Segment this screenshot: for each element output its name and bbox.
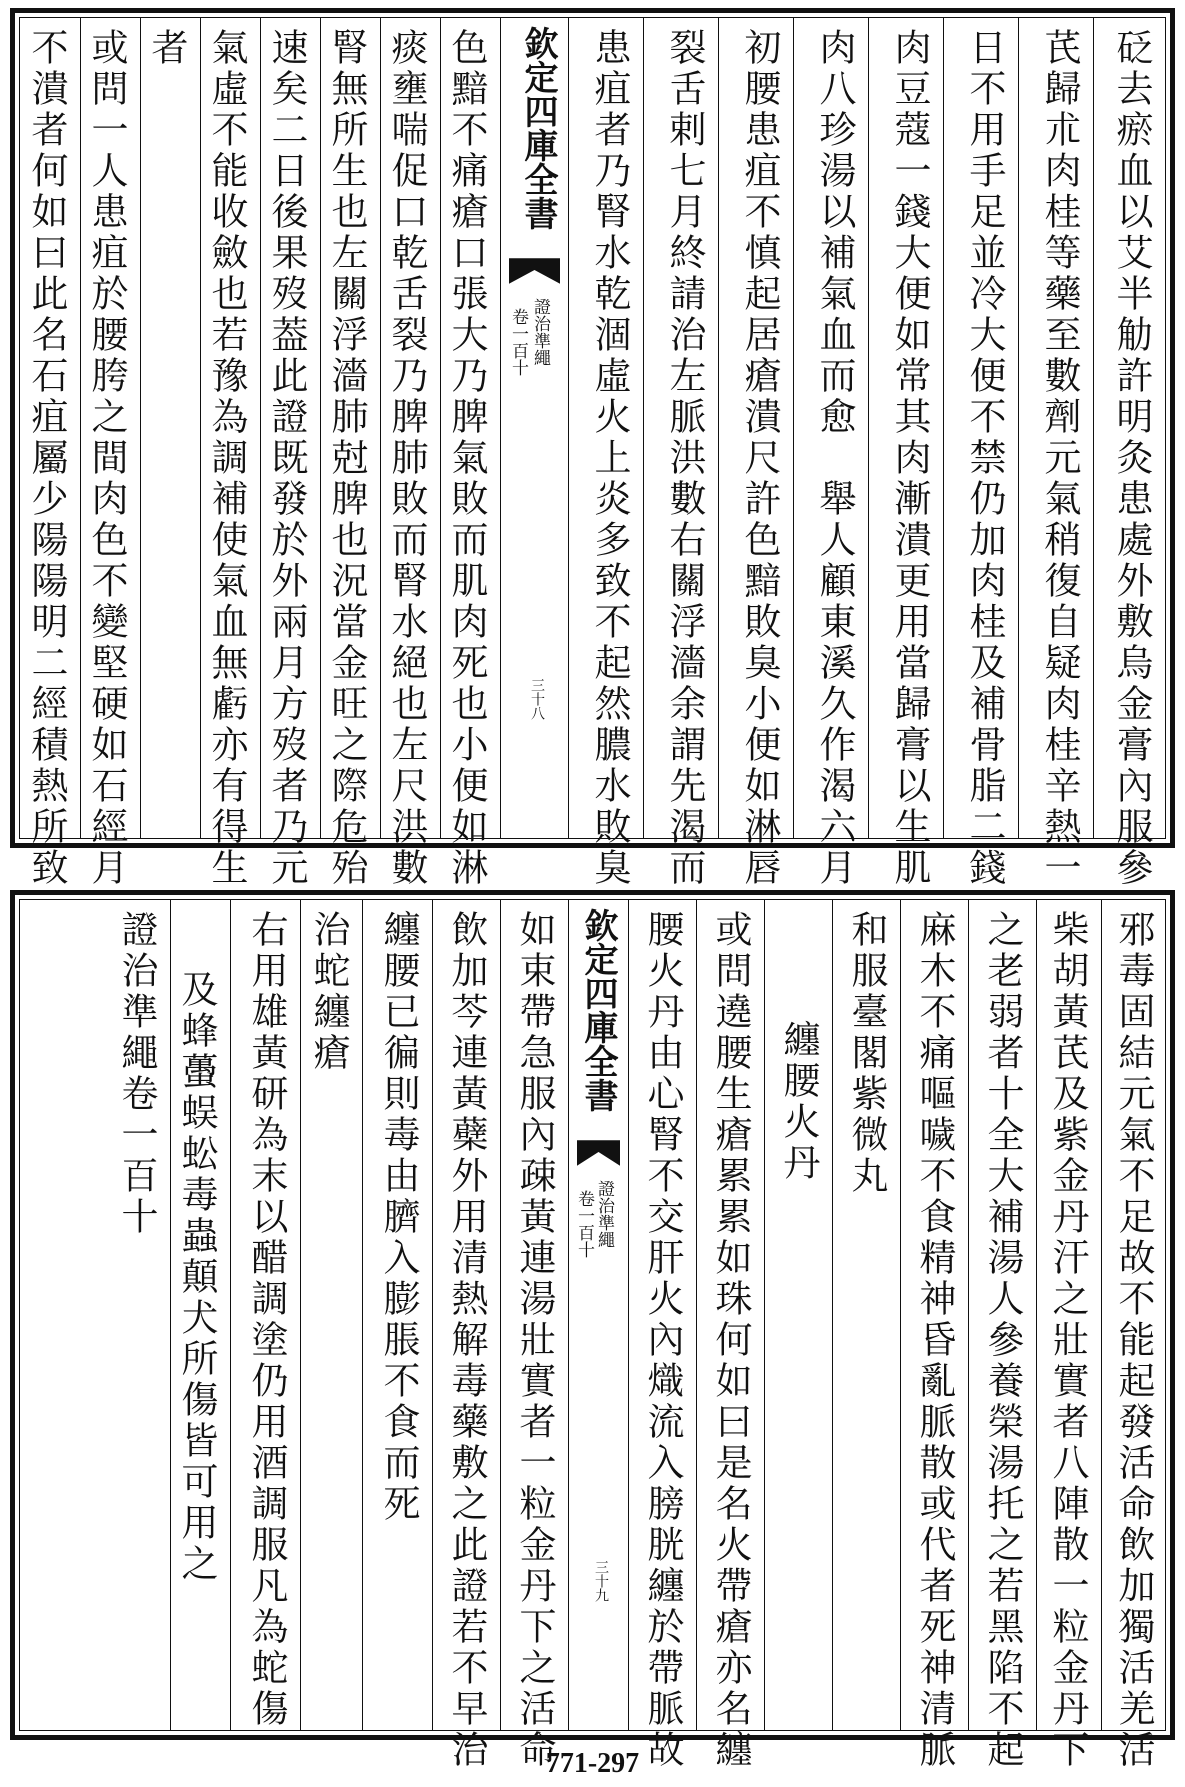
column-text: 如束帶急服內疎黃連湯壯實者一粒金丹下之活命	[513, 910, 556, 1771]
column-text: 初腰患疽不慎起居瘡潰尺許色黯敗臭小便如淋唇	[738, 28, 781, 889]
column-text: 肉豆蔻一錢大便如常其肉漸潰更用當歸膏以生肌	[888, 28, 931, 889]
text-column	[170, 900, 230, 1730]
volume-label: 卷一百十	[508, 308, 528, 376]
column-text: 色黯不痛瘡口張大乃脾氣敗而肌肉死也小便如淋	[445, 28, 488, 889]
text-column	[260, 18, 320, 889]
column-text: 速矣二日後果歿葢此證既發於外兩月方歿者乃元	[265, 28, 308, 889]
text-column	[20, 900, 170, 1730]
top-page	[10, 8, 1175, 889]
column-text: 或問一人患疽於腰胯之間肉色不變堅硬如石經月	[85, 28, 128, 889]
text-column	[943, 18, 1018, 889]
folio-number: 三十八	[529, 678, 545, 720]
text-column	[320, 18, 380, 889]
column-text: 柴胡黃芪及紫金丹汗之壯實者八陣散一粒金丹下	[1046, 910, 1089, 1771]
column-text: 之老弱者十全大補湯人參養榮湯托之若黑陷不起	[981, 910, 1024, 1771]
column-text: 者	[145, 28, 188, 69]
column-text: 氣虛不能收斂也若豫為調補使氣血無虧亦有得生	[205, 28, 248, 889]
text-column	[568, 18, 643, 889]
column-text: 證治準繩卷一百十	[115, 910, 158, 1238]
text-column	[200, 18, 260, 889]
page-number: 771-297	[545, 1748, 640, 1779]
text-column	[1093, 18, 1165, 889]
column-text: 日不用手足並冷大便不禁仍加肉桂及補骨脂二錢	[963, 28, 1006, 889]
column-text: 裂舌剌七月終請治左脈洪數右關浮濇余謂先渴而	[663, 28, 706, 889]
text-column	[140, 18, 200, 838]
text-column	[793, 18, 868, 889]
banner-title: 欽定四庫全書	[518, 26, 558, 230]
text-column	[440, 18, 500, 889]
book-title: 證治準繩	[594, 1180, 614, 1248]
column-text: 患疽者乃腎水乾涸虛火上炎多致不起然膿水敗臭	[588, 28, 631, 889]
text-column	[900, 900, 968, 1771]
volume-label: 卷一百十	[574, 1190, 594, 1258]
folio-number: 三十九	[593, 1560, 609, 1602]
text-column	[362, 900, 432, 1730]
text-column	[764, 900, 832, 1730]
text-column	[380, 18, 440, 889]
center-banner-column	[500, 18, 568, 838]
text-column	[868, 18, 943, 889]
text-column	[20, 18, 80, 889]
column-text: 飲加芩連黃蘗外用清熱解毒藥敷之此證若不早治	[445, 910, 488, 1771]
top-page-frame	[19, 17, 1166, 889]
column-text: 不潰者何如曰此名石疽屬少陽陽明二經積熱所致	[25, 28, 68, 889]
column-text: 和服臺閣紫微丸	[845, 910, 888, 1197]
fishtail-ornament-icon	[577, 1140, 620, 1166]
column-text: 或問遶腰生瘡累累如珠何如曰是名火帶瘡亦名纏	[709, 910, 752, 1771]
text-column	[80, 18, 140, 889]
section-heading: 纏腰火丹	[777, 1020, 820, 1184]
column-text: 砭去瘀血以艾半觔許明灸患處外敷烏金膏內服參	[1110, 28, 1153, 889]
column-text: 邪毒固結元氣不足故不能起發活命飲加獨活羌活	[1112, 910, 1155, 1771]
column-text: 腰火丹由心腎不交肝火內熾流入膀胱纏於帶脈故	[641, 910, 684, 1771]
text-column	[718, 18, 793, 889]
column-text: 痰壅喘促口乾舌裂乃脾肺敗而腎水絕也左尺洪數	[385, 28, 428, 889]
banner-title: 欽定四庫全書	[578, 908, 618, 1112]
text-column	[1018, 18, 1093, 889]
text-column	[643, 18, 718, 889]
text-column	[1036, 900, 1101, 1771]
column-text: 腎無所生也左關浮濇肺尅脾也況當金旺之際危殆	[325, 28, 368, 889]
text-column	[1101, 900, 1167, 1771]
column-text: 右用雄黃研為末以醋調塗仍用酒調服凡為蛇傷	[245, 910, 288, 1730]
center-banner-column	[568, 900, 628, 1730]
text-column	[696, 900, 764, 1771]
column-text: 麻木不痛嘔噦不食精神昏亂脈散或代者死神清脈	[913, 910, 956, 1771]
column-text: 治蛇纏瘡	[307, 910, 350, 1074]
text-column	[432, 900, 500, 1771]
fishtail-ornament-icon	[509, 258, 560, 284]
column-text: 芪歸朮肉桂等藥至數劑元氣稍復自疑肉桂辛熱一	[1038, 28, 1081, 889]
book-title: 證治準繩	[530, 298, 550, 366]
text-column	[968, 900, 1036, 1771]
column-text: 及蜂蠆蜈蚣毒蟲顛犬所傷皆可用之	[175, 970, 218, 1585]
text-column	[500, 900, 568, 1771]
text-column	[832, 900, 900, 1730]
column-text: 肉八珍湯以補氣血而愈 舉人顧東溪久作渴六月	[813, 28, 856, 889]
text-column	[230, 900, 300, 1730]
column-text: 纏腰已徧則毒由臍入膨脹不食而死	[377, 910, 420, 1525]
text-column	[300, 900, 362, 1730]
text-column	[628, 900, 696, 1771]
